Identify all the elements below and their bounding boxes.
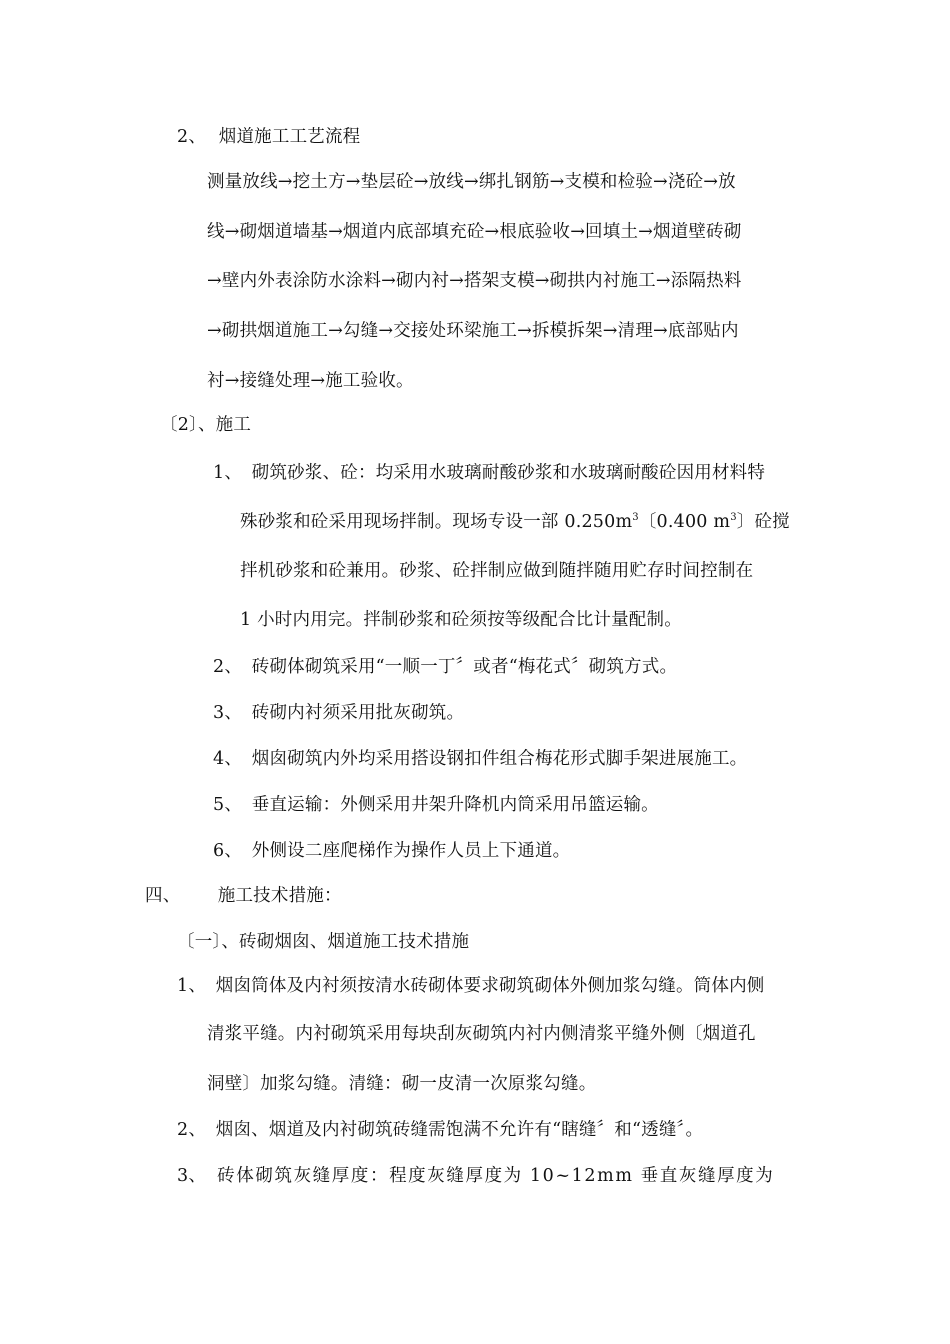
- list-item: [213, 701, 464, 725]
- list-item: [213, 747, 747, 771]
- list-text: 烟囱、烟道及内衬砌筑砖缝需饱满不允许有“瞎缝〞和“透缝〞。: [215, 1120, 704, 1140]
- list-text: 砖体砌筑灰缝厚度：程度灰缝厚度为 10~12mm 垂直灰缝厚度为: [217, 1166, 775, 1186]
- text-line: 洞壁〕加浆勾缝。清缝：砌一皮清一次原浆勾缝。: [207, 1074, 597, 1094]
- list-item: [177, 1118, 703, 1142]
- list-number: 6、: [213, 841, 243, 861]
- list-item: [213, 655, 677, 679]
- text-line: 拌机砂浆和砼兼用。砂浆、砼拌制应做到随拌随用贮存时间控制在: [240, 561, 754, 581]
- section-heading: [160, 413, 251, 437]
- list-text: 砌筑砂浆、砼：均采用水玻璃耐酸砂浆和水玻璃耐酸砼因用材料特: [251, 463, 766, 483]
- list-number: 2、: [213, 657, 243, 677]
- text-line: 测量放线→挖土方→垫层砼→放线→绑扎钢筋→支模和检验→浇砼→放: [207, 172, 736, 192]
- heading-text: 烟道施工工艺流程: [218, 127, 361, 147]
- text-line: 清浆平缝。内衬砌筑采用每块刮灰砌筑内衬内侧清浆平缝外侧〔烟道孔: [207, 1024, 756, 1044]
- chapter-number: 四、: [145, 886, 181, 906]
- list-text: 垂直运输：外侧采用井架升降机内筒采用吊篮运输。: [251, 795, 659, 815]
- chapter-heading: [145, 884, 342, 908]
- section-heading: [177, 930, 469, 954]
- section-number: 〔2〕: [160, 415, 198, 435]
- chapter-title: 施工技术措施：: [217, 886, 342, 906]
- list-number: 4、: [213, 749, 243, 769]
- list-number: 1、: [177, 976, 207, 996]
- list-item: [177, 1164, 774, 1188]
- section-number: 〔一〕: [177, 932, 222, 952]
- list-item-heading: [177, 125, 360, 149]
- list-number: 1、: [213, 463, 243, 483]
- list-text: 砖砌内衬须采用批灰砌筑。: [251, 703, 465, 723]
- list-item: [213, 839, 570, 863]
- list-item: [213, 461, 765, 485]
- list-number: 2、: [177, 127, 207, 147]
- text-line: 衬→接缝处理→施工验收。: [207, 371, 414, 391]
- text-line: 殊砂浆和砼采用现场拌制。现场专设一部 $0.250m^3$〔0.400 $m^3$〕砼搅: [240, 512, 790, 532]
- list-item: [213, 793, 659, 817]
- list-text: 烟囱砌筑内外均采用搭设钢扣件组合梅花形式脚手架进展施工。: [251, 749, 748, 769]
- section-title: 、砖砌烟囱、烟道施工技术措施: [221, 932, 470, 952]
- list-text: 烟囱筒体及内衬须按清水砖砌体要求砌筑砌体外侧加浆勾缝。筒体内侧: [215, 976, 765, 996]
- text-line: →壁内外表涂防水涂料→砌内衬→搭架支模→砌拱内衬施工→添隔热料: [207, 271, 742, 291]
- list-number: 3、: [213, 703, 243, 723]
- list-text: 砖砌体砌筑采用“一顺一丁〞或者“梅花式〞砌筑方式。: [251, 657, 678, 677]
- list-number: 5、: [213, 795, 243, 815]
- section-title: 、施工: [197, 415, 252, 435]
- list-text: 外侧设二座爬梯作为操作人员上下通道。: [251, 841, 571, 861]
- list-number: 2、: [177, 1120, 207, 1140]
- list-item: [177, 974, 764, 998]
- text-line: →砌拱烟道施工→勾缝→交接处环梁施工→拆模拆架→清理→底部贴内: [207, 321, 739, 341]
- list-number: 3、: [177, 1166, 207, 1186]
- text-line: 线→砌烟道墙基→烟道内底部填充砼→根底验收→回填土→烟道壁砖砌: [207, 222, 742, 242]
- text-line: 1 小时内用完。拌制砂浆和砼须按等级配合比计量配制。: [240, 610, 682, 630]
